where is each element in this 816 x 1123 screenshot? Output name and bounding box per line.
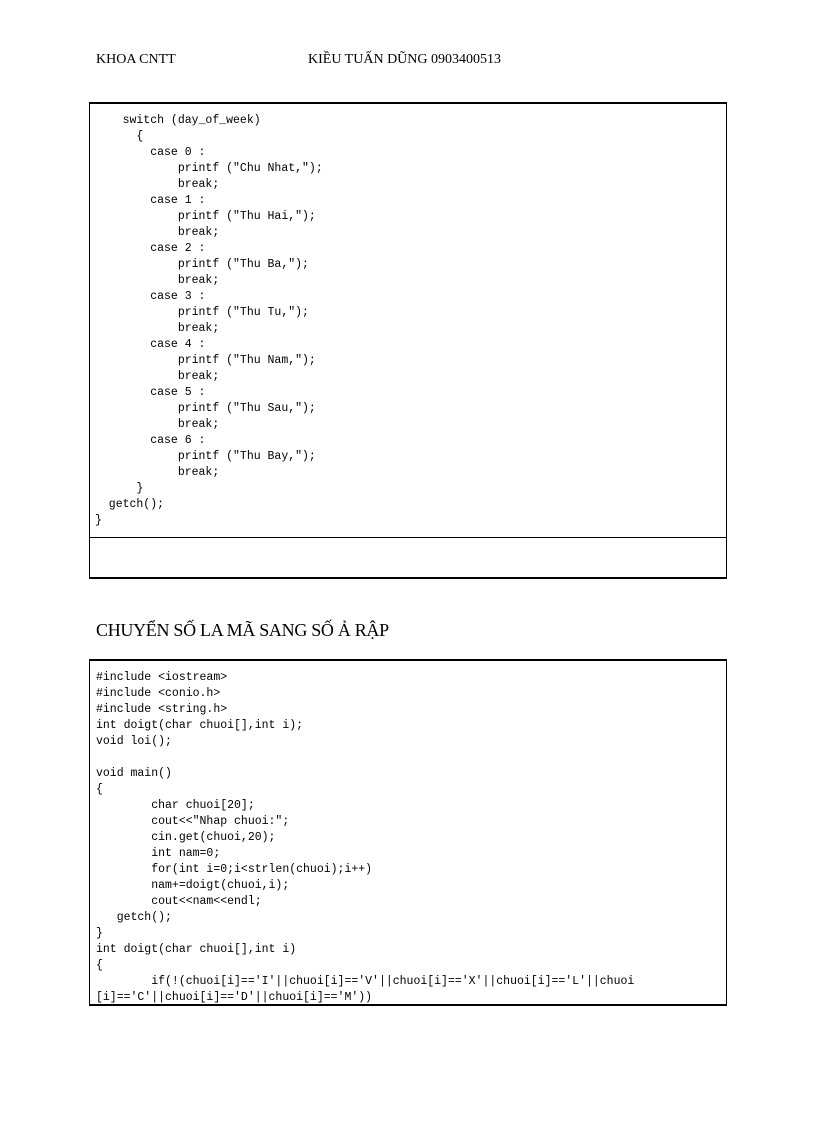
code-line: cout<<"Nhap chuoi:"; [96, 815, 290, 828]
code-line: cout<<nam<<endl; [96, 895, 262, 908]
header-department: KHOA CNTT [96, 52, 176, 67]
code-line: case 4 : [95, 338, 206, 351]
code-line: printf ("Thu Ba,"); [95, 258, 309, 271]
code-line: switch (day_of_week) [95, 114, 261, 127]
code-line: char chuoi[20]; [96, 799, 255, 812]
code-listing-roman-numerals [90, 661, 726, 1006]
code-line: break; [95, 466, 220, 479]
code-line: break; [95, 274, 220, 287]
code-listing-switch [90, 104, 726, 529]
code-line: printf ("Thu Bay,"); [95, 450, 316, 463]
code-line: case 5 : [95, 386, 206, 399]
code-line: case 1 : [95, 194, 206, 207]
code-line: { [96, 959, 103, 972]
code-line: case 2 : [95, 242, 206, 255]
code-line: int doigt(char chuoi[],int i); [96, 719, 304, 732]
code-line: break; [95, 418, 220, 431]
code-line: int doigt(char chuoi[],int i) [96, 943, 297, 956]
code-line: case 0 : [95, 146, 206, 159]
code-line: break; [95, 226, 220, 239]
code-line: break; [95, 322, 220, 335]
section-heading: CHUYỂN SỐ LA MÃ SANG SỐ Ả RẬP [96, 620, 389, 640]
code-line: { [95, 130, 144, 143]
code-line: printf ("Thu Sau,"); [95, 402, 316, 415]
code-line: printf ("Thu Hai,"); [95, 210, 316, 223]
code-box-roman-numerals [89, 659, 727, 1006]
code-line: case 3 : [95, 290, 206, 303]
code-line: getch(); [96, 911, 172, 924]
code-line: void loi(); [96, 735, 172, 748]
code-box-divider [90, 537, 726, 538]
code-line: } [95, 482, 144, 495]
code-line: { [96, 783, 103, 796]
header-author: KIỀU TUẤN DŨNG 0903400513 [308, 52, 502, 67]
code-line: for(int i=0;i<strlen(chuoi);i++) [96, 863, 373, 876]
code-line: printf ("Thu Nam,"); [95, 354, 316, 367]
code-line: #include <iostream> [96, 671, 228, 684]
code-line: break; [95, 370, 220, 383]
code-line: int nam=0; [96, 847, 221, 860]
code-line: getch(); [95, 498, 165, 511]
code-line: printf ("Chu Nhat,"); [95, 162, 323, 175]
code-line: #include <conio.h> [96, 687, 221, 700]
code-line: cin.get(chuoi,20); [96, 831, 276, 844]
page-header [0, 52, 816, 72]
code-line: if(!(chuoi[i]=='I'||chuoi[i]=='V'||chuoi[i]=='X'||chuoi[i]=='L'||chuoi [96, 975, 635, 988]
code-line: #include <string.h> [96, 703, 228, 716]
code-line: } [95, 514, 102, 527]
code-line: void main() [96, 767, 172, 780]
code-line: case 6 : [95, 434, 206, 447]
code-line: nam+=doigt(chuoi,i); [96, 879, 290, 892]
code-line: break; [95, 178, 220, 191]
code-box-switch [89, 102, 727, 579]
code-line: } [96, 927, 103, 940]
code-line: printf ("Thu Tu,"); [95, 306, 309, 319]
code-line: [i]=='C'||chuoi[i]=='D'||chuoi[i]=='M')) [96, 991, 373, 1004]
